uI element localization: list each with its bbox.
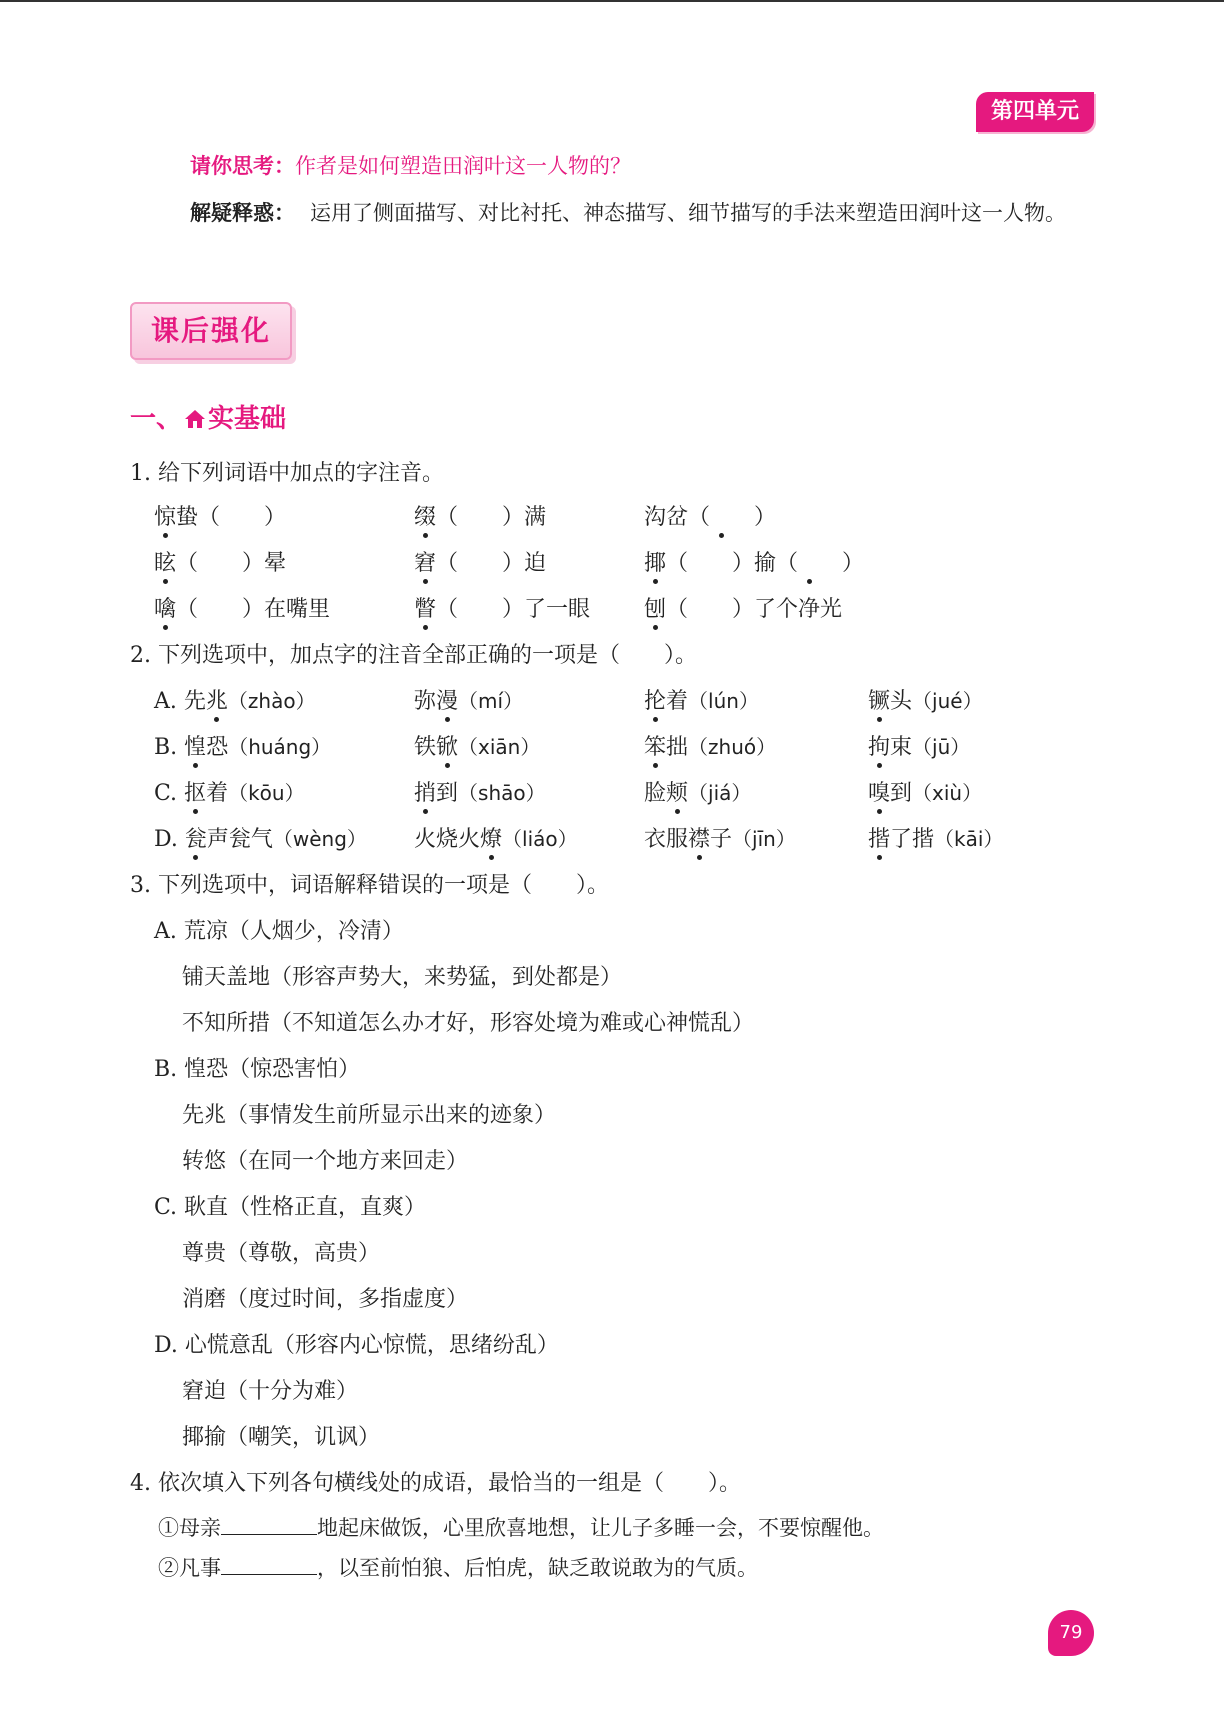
q3-stem: 3. 下列选项中，词语解释错误的一项是（ ）。 — [130, 873, 609, 898]
q3-line: 尊贵（尊敬，高贵） — [182, 1241, 381, 1266]
q2-option-item: 弥漫（mí） — [414, 689, 524, 714]
q3-line: 窘迫（十分为难） — [182, 1379, 359, 1404]
part-heading — [130, 398, 286, 435]
q2-option: A. 先兆（zhào） — [154, 689, 316, 714]
q2-option-item: 揩了揩（kāi） — [868, 827, 1004, 852]
q3-line: B. 惶恐（惊恐害怕） — [154, 1057, 361, 1082]
q2-option-item: 镢头（jué） — [868, 689, 983, 714]
q3-line: 转悠（在同一个地方来回走） — [182, 1149, 469, 1174]
q2-option-item: 抡着（lún） — [644, 689, 759, 714]
q3-line: 消磨（度过时间，多指虚度） — [182, 1287, 469, 1312]
q1-item: 瞥（ ）了一眼 — [414, 597, 591, 622]
q1-item: 沟岔（ ） — [644, 505, 777, 530]
q3-line: 揶揄（嘲笑，讥讽） — [182, 1425, 381, 1450]
q1-item: 噙（ ）在嘴里 — [154, 597, 331, 622]
answer-blank[interactable] — [221, 1554, 317, 1575]
q3-line: C. 耿直（性格正直，直爽） — [154, 1195, 427, 1220]
q2-stem: 2. 下列选项中，加点字的注音全部正确的一项是（ ）。 — [130, 643, 697, 668]
q3-line: 不知所措（不知道怎么办才好，形容处境为难或心神慌乱） — [182, 1011, 755, 1036]
section-title: 课后强化 — [150, 314, 271, 347]
q2-option-item: 拘束（jū） — [868, 735, 971, 760]
answer-block — [190, 194, 1090, 232]
q1-item: 眩（ ）晕 — [154, 551, 287, 576]
part-prefix: 一、 — [130, 404, 183, 434]
q2-option-item: 捎到（shāo） — [414, 781, 546, 806]
think-label: 请你思考： — [190, 154, 295, 178]
q4-stem: 4. 依次填入下列各句横线处的成语，最恰当的一组是（ ）。 — [130, 1471, 741, 1496]
q4-sentence-2: ②凡事 ，以至前怕狼、后怕虎，缺乏敢说敢为的气质。 — [158, 1556, 758, 1580]
q4-sentence-1: ①母亲 地起床做饭，心里欣喜地想，让儿子多睡一会，不要惊醒他。 — [158, 1516, 884, 1540]
think-prompt — [190, 150, 631, 180]
q2-option-item: 铁锨（xiān） — [414, 735, 541, 760]
answer-label: 解疑释惑： — [190, 201, 295, 225]
think-question: 作者是如何塑造田润叶这一人物的？ — [295, 154, 631, 178]
q1-item: 窘（ ）迫 — [414, 551, 547, 576]
q2-option: C. 抠着（kōu） — [154, 781, 305, 806]
unit-tab: 第四单元 — [976, 92, 1094, 132]
q2-option-item: 嗅到（xiù） — [868, 781, 983, 806]
q2-option-item: 火烧火燎（liáo） — [414, 827, 578, 852]
q1-item: 缀（ ）满 — [414, 505, 547, 530]
q3-line: 铺天盖地（形容声势大，来势猛，到处都是） — [182, 965, 623, 990]
q3-line: 先兆（事情发生前所显示出来的迹象） — [182, 1103, 557, 1128]
part-title: 实基础 — [208, 404, 287, 434]
q2-option-item: 笨拙（zhuó） — [644, 735, 777, 760]
q1-item: 刨（ ）了个净光 — [644, 597, 843, 622]
q1-item: 揶（ ）揄（ ） — [644, 551, 865, 576]
page-number: 79 — [1048, 1610, 1094, 1656]
house-icon — [184, 409, 206, 429]
q1-stem: 1. 给下列词语中加点的字注音。 — [130, 461, 444, 486]
q2-option: D. 瓮声瓮气（wèng） — [154, 827, 367, 852]
q2-option-item: 衣服襟子（jīn） — [644, 827, 796, 852]
answer-text: 运用了侧面描写、对比衬托、神态描写、细节描写的手法来塑造田润叶这一人物。 — [310, 201, 1066, 225]
q1-item: 惊蛰（ ） — [154, 505, 287, 530]
q2-option-item: 脸颊（jiá） — [644, 781, 752, 806]
q3-line: A. 荒凉（人烟少，冷清） — [154, 919, 404, 944]
q2-option: B. 惶恐（huáng） — [154, 735, 332, 760]
answer-blank[interactable] — [221, 1514, 317, 1535]
section-title-box — [130, 302, 292, 360]
q3-line: D. 心慌意乱（形容内心惊慌，思绪纷乱） — [154, 1333, 559, 1358]
top-rule — [0, 0, 1224, 2]
